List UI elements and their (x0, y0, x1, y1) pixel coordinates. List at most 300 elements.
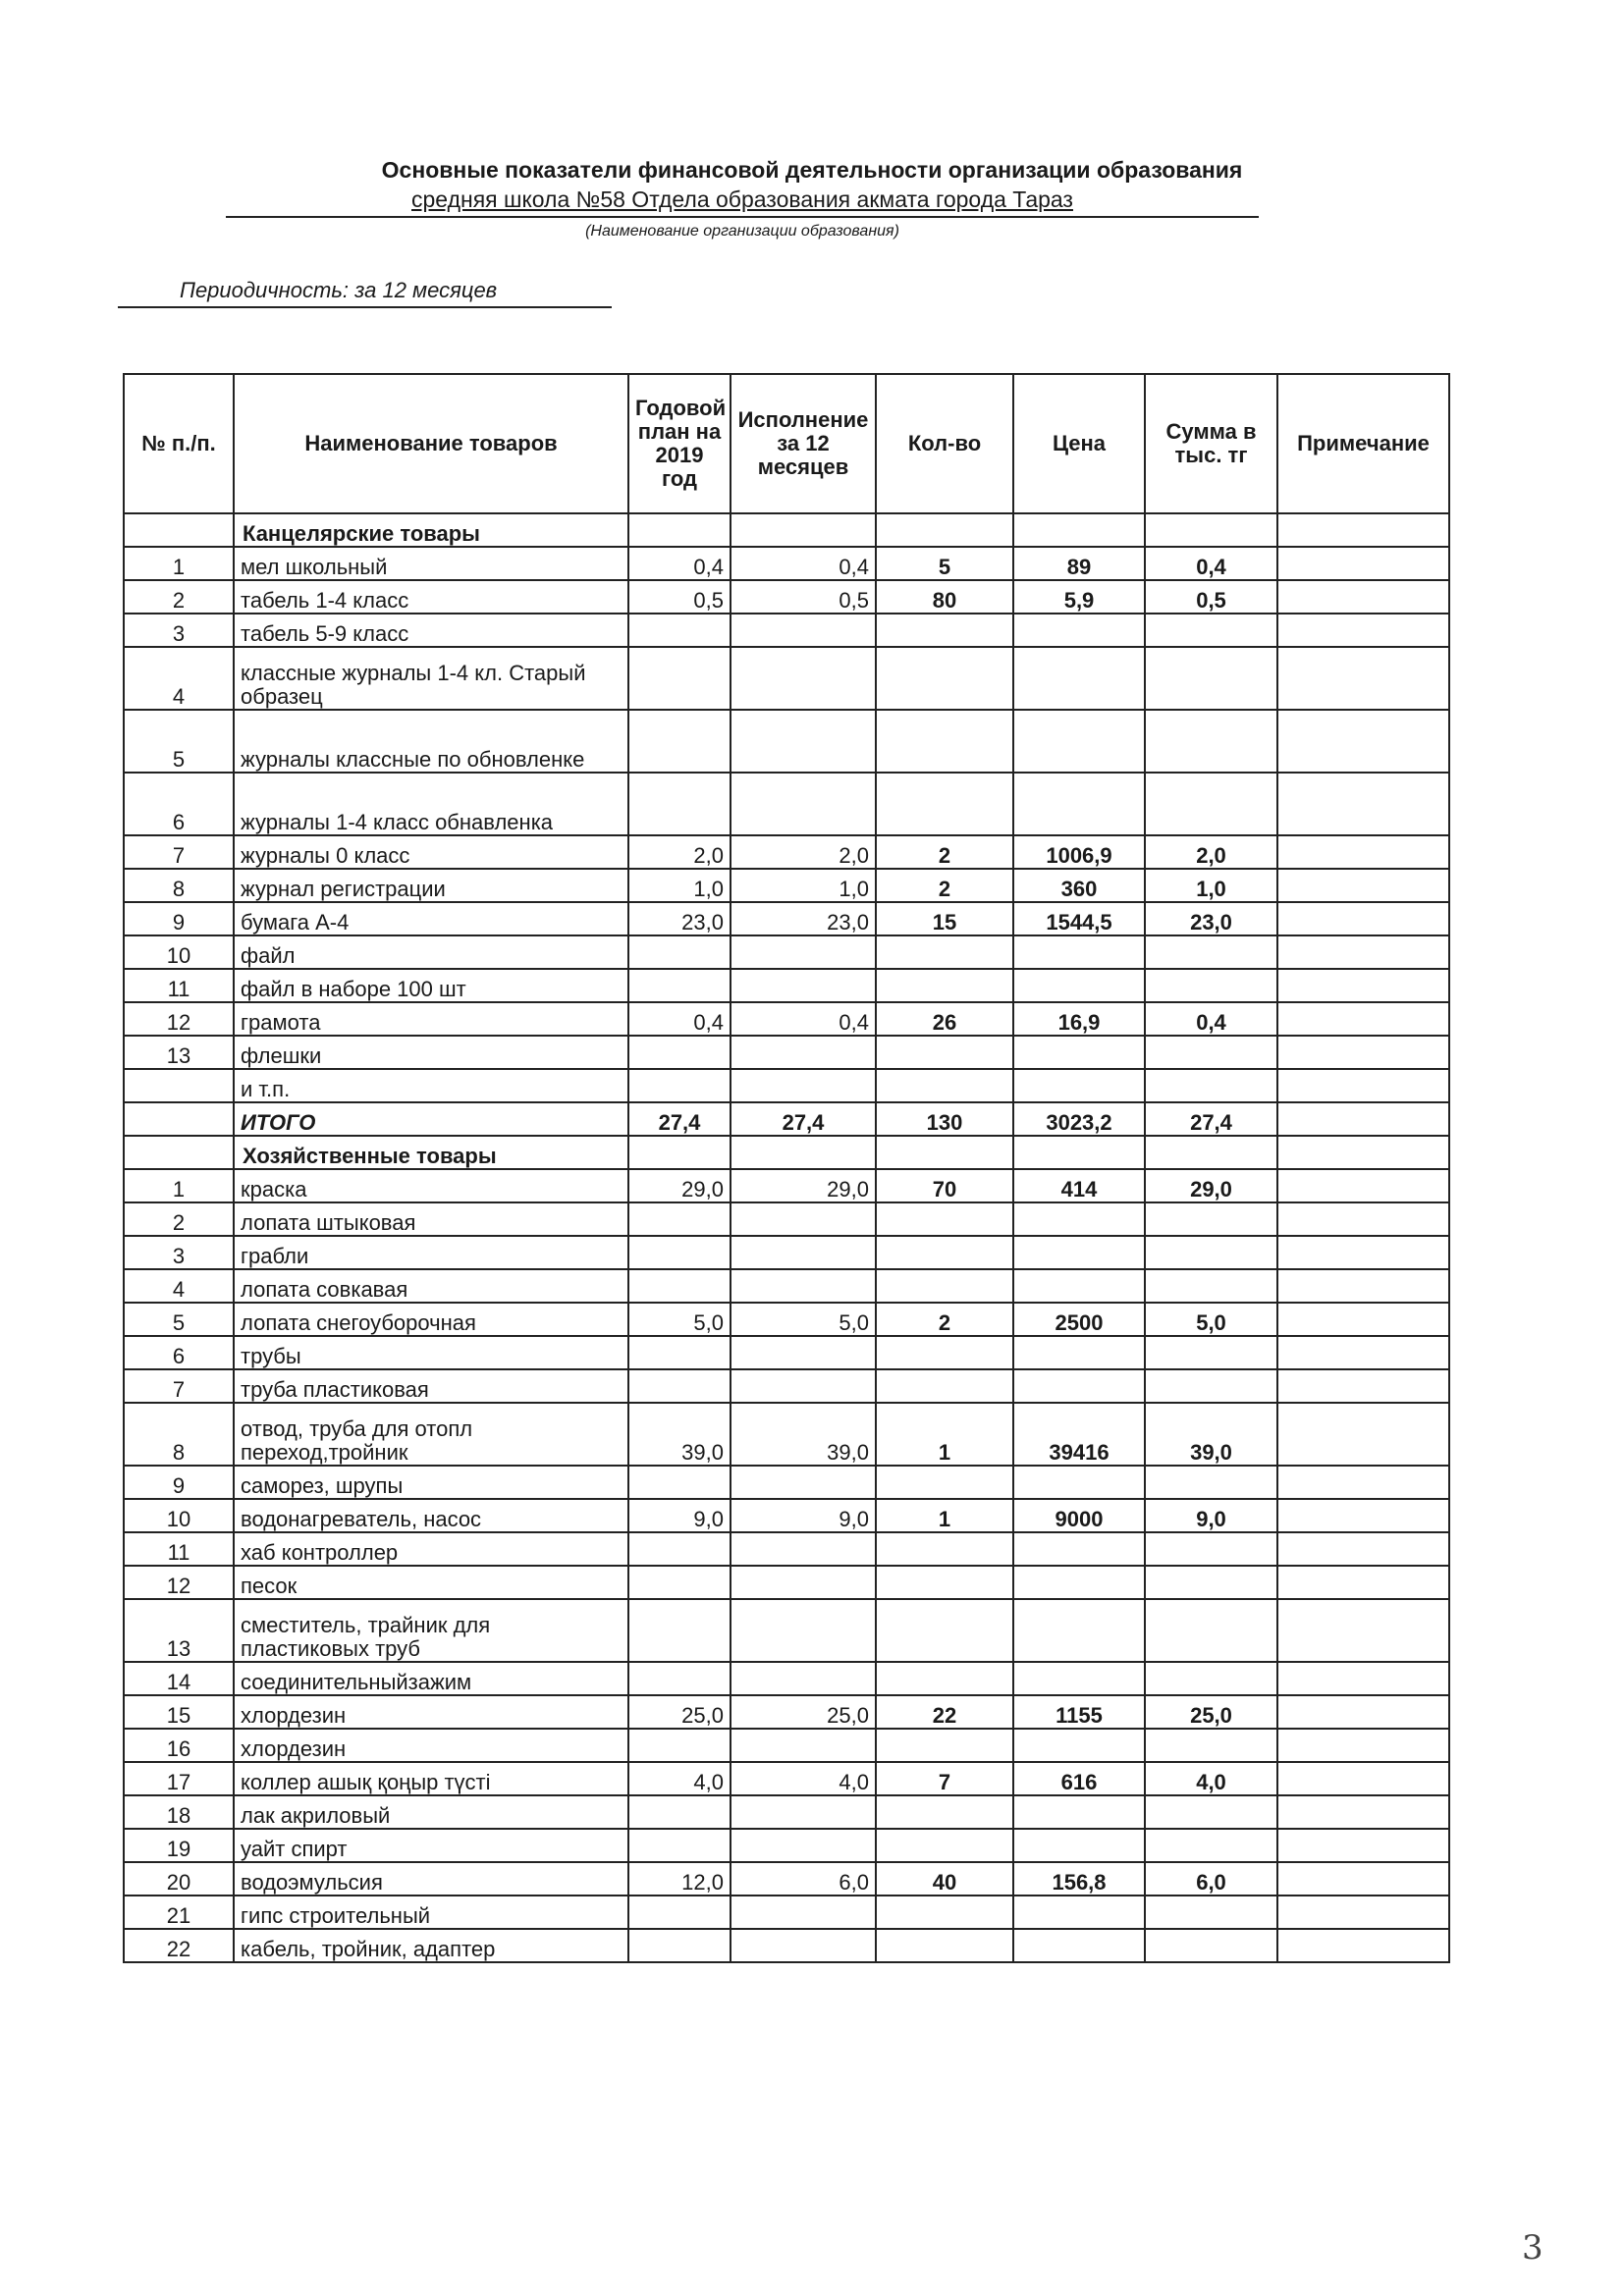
item-name: бумага А-4 (234, 902, 628, 935)
note-cell (1277, 547, 1449, 580)
item-name: трубы (234, 1336, 628, 1369)
section-title: Хозяйственные товары (234, 1136, 628, 1169)
note-cell (1277, 773, 1449, 835)
table-row (124, 869, 1449, 902)
item-name: труба пластиковая (234, 1369, 628, 1403)
item-name: лопата снегоуборочная (234, 1303, 628, 1336)
row-number: 4 (124, 647, 234, 710)
quantity-value: 22 (876, 1695, 1013, 1729)
sum-value: 25,0 (1145, 1695, 1277, 1729)
sum-value: 9,0 (1145, 1499, 1277, 1532)
item-name: коллер ашық қоңыр түсті (234, 1762, 628, 1795)
quantity-value: 1 (876, 1403, 1013, 1466)
execution-value (731, 710, 876, 773)
empty-cell (1145, 513, 1277, 547)
empty-cell (628, 1136, 731, 1169)
quantity-value: 2 (876, 835, 1013, 869)
empty-cell (731, 1136, 876, 1169)
col-header-execution: Исполнение за 12 месяцев (731, 374, 876, 513)
price-value (1013, 1896, 1145, 1929)
quantity-value (876, 1829, 1013, 1862)
execution-value (731, 1236, 876, 1269)
quantity-value: 7 (876, 1762, 1013, 1795)
row-number (124, 1136, 234, 1169)
plan-value (628, 773, 731, 835)
row-number: 5 (124, 710, 234, 773)
table-row (124, 614, 1449, 647)
table-row (124, 1566, 1449, 1599)
row-number: 18 (124, 1795, 234, 1829)
col-header-number: № п./п. (124, 374, 234, 513)
price-value: 156,8 (1013, 1862, 1145, 1896)
execution-value: 29,0 (731, 1169, 876, 1202)
price-value: 1544,5 (1013, 902, 1145, 935)
quantity-value (876, 1036, 1013, 1069)
total-exec: 27,4 (731, 1102, 876, 1136)
execution-value: 39,0 (731, 1403, 876, 1466)
sum-value: 0,4 (1145, 1002, 1277, 1036)
execution-value (731, 969, 876, 1002)
price-value (1013, 710, 1145, 773)
plan-value: 12,0 (628, 1862, 731, 1896)
note-cell (1277, 835, 1449, 869)
price-value: 9000 (1013, 1499, 1145, 1532)
col-header-note: Примечание (1277, 374, 1449, 513)
note-cell (1277, 869, 1449, 902)
table-row (124, 1929, 1449, 1962)
execution-value: 5,0 (731, 1303, 876, 1336)
execution-value: 6,0 (731, 1862, 876, 1896)
col-header-price: Цена (1013, 374, 1145, 513)
sum-value (1145, 1202, 1277, 1236)
row-number: 6 (124, 773, 234, 835)
price-value (1013, 1662, 1145, 1695)
row-number: 2 (124, 580, 234, 614)
quantity-value (876, 969, 1013, 1002)
execution-value (731, 1069, 876, 1102)
quantity-value (876, 647, 1013, 710)
row-number: 3 (124, 1236, 234, 1269)
note-cell (1277, 647, 1449, 710)
item-name: хаб контроллер (234, 1532, 628, 1566)
note-cell (1277, 1202, 1449, 1236)
quantity-value: 26 (876, 1002, 1013, 1036)
item-name: грамота (234, 1002, 628, 1036)
plan-value (628, 1236, 731, 1269)
table-row (124, 1862, 1449, 1896)
total-row (124, 1102, 1449, 1136)
price-value (1013, 1202, 1145, 1236)
table-row (124, 935, 1449, 969)
row-number: 13 (124, 1036, 234, 1069)
item-name: мел школьный (234, 547, 628, 580)
price-value (1013, 1566, 1145, 1599)
plan-value (628, 1896, 731, 1929)
item-name: песок (234, 1566, 628, 1599)
execution-value (731, 1896, 876, 1929)
item-name: журналы классные по обновленке (234, 710, 628, 773)
note-cell (1277, 1369, 1449, 1403)
col-header-plan: Годовой план на 2019 год (628, 374, 731, 513)
quantity-value (876, 1369, 1013, 1403)
total-qty: 130 (876, 1102, 1013, 1136)
row-number: 9 (124, 902, 234, 935)
table-row (124, 1036, 1449, 1069)
note-cell (1277, 1729, 1449, 1762)
quantity-value: 5 (876, 547, 1013, 580)
execution-value: 23,0 (731, 902, 876, 935)
quantity-value (876, 1336, 1013, 1369)
price-value (1013, 1466, 1145, 1499)
row-number: 10 (124, 1499, 234, 1532)
empty-cell (731, 513, 876, 547)
table-row (124, 1762, 1449, 1795)
sum-value: 6,0 (1145, 1862, 1277, 1896)
item-name: файл (234, 935, 628, 969)
note-cell (1277, 1169, 1449, 1202)
plan-value (628, 1599, 731, 1662)
note-cell (1277, 1466, 1449, 1499)
table-row (124, 1532, 1449, 1566)
quantity-value (876, 1929, 1013, 1962)
table-row (124, 1466, 1449, 1499)
price-value (1013, 1829, 1145, 1862)
period-label: Периодичность: за 12 месяцев (180, 278, 498, 302)
plan-value: 23,0 (628, 902, 731, 935)
sum-value: 2,0 (1145, 835, 1277, 869)
plan-value (628, 1662, 731, 1695)
table-row (124, 1269, 1449, 1303)
col-header-sum: Сумма в тыс. тг (1145, 374, 1277, 513)
plan-value: 0,4 (628, 547, 731, 580)
document-title: Основные показатели финансовой деятельности организации образования (381, 157, 1243, 183)
sum-value (1145, 1036, 1277, 1069)
table-row (124, 1599, 1449, 1662)
price-value: 5,9 (1013, 580, 1145, 614)
plan-value (628, 614, 731, 647)
sum-value (1145, 1069, 1277, 1102)
table-row (124, 580, 1449, 614)
table-header-row (124, 374, 1449, 513)
note-cell (1277, 1069, 1449, 1102)
plan-value: 0,4 (628, 1002, 731, 1036)
execution-value (731, 614, 876, 647)
plan-value (628, 1729, 731, 1762)
item-name: лопата штыковая (234, 1202, 628, 1236)
execution-value (731, 1662, 876, 1695)
sum-value (1145, 1829, 1277, 1862)
row-number: 9 (124, 1466, 234, 1499)
table-row (124, 1896, 1449, 1929)
price-value (1013, 1369, 1145, 1403)
row-number: 5 (124, 1303, 234, 1336)
price-value (1013, 614, 1145, 647)
plan-value: 5,0 (628, 1303, 731, 1336)
table-row (124, 1369, 1449, 1403)
price-value (1013, 1729, 1145, 1762)
quantity-value (876, 1532, 1013, 1566)
table-row (124, 1662, 1449, 1695)
sum-value (1145, 1662, 1277, 1695)
note-cell (1277, 1662, 1449, 1695)
note-cell (1277, 1102, 1449, 1136)
price-value (1013, 969, 1145, 1002)
empty-cell (1145, 1136, 1277, 1169)
table-row (124, 1303, 1449, 1336)
plan-value (628, 1269, 731, 1303)
table-row (124, 1729, 1449, 1762)
organization-underline (226, 216, 1259, 218)
row-number: 8 (124, 869, 234, 902)
empty-cell (1277, 513, 1449, 547)
sum-value: 1,0 (1145, 869, 1277, 902)
quantity-value: 70 (876, 1169, 1013, 1202)
table-row (124, 773, 1449, 835)
plan-value (628, 1336, 731, 1369)
period-underline (118, 306, 612, 308)
plan-value (628, 1566, 731, 1599)
empty-cell (1277, 1136, 1449, 1169)
organization-name: средняя школа №58 Отдела образования акмата города Тараз (411, 187, 1073, 212)
quantity-value (876, 1236, 1013, 1269)
table-row (124, 1069, 1449, 1102)
row-number: 12 (124, 1002, 234, 1036)
plan-value: 25,0 (628, 1695, 731, 1729)
quantity-value (876, 1662, 1013, 1695)
price-value: 39416 (1013, 1403, 1145, 1466)
row-number: 22 (124, 1929, 234, 1962)
plan-value (628, 1036, 731, 1069)
row-number: 11 (124, 969, 234, 1002)
page-mark: 3 (1522, 2228, 1543, 2268)
total-price: 3023,2 (1013, 1102, 1145, 1136)
note-cell (1277, 1532, 1449, 1566)
organization-caption: (Наименование организации образования) (585, 223, 899, 240)
sum-value (1145, 1795, 1277, 1829)
item-name: журнал регистрации (234, 869, 628, 902)
row-number (124, 1069, 234, 1102)
note-cell (1277, 1566, 1449, 1599)
price-value (1013, 1336, 1145, 1369)
section-title: Канцелярские товары (234, 513, 628, 547)
row-number: 1 (124, 547, 234, 580)
sum-value (1145, 773, 1277, 835)
quantity-value (876, 1466, 1013, 1499)
plan-value: 4,0 (628, 1762, 731, 1795)
total-sum: 27,4 (1145, 1102, 1277, 1136)
note-cell (1277, 1002, 1449, 1036)
sum-value: 39,0 (1145, 1403, 1277, 1466)
table-row (124, 647, 1449, 710)
item-name: уайт спирт (234, 1829, 628, 1862)
row-number: 12 (124, 1566, 234, 1599)
row-number: 14 (124, 1662, 234, 1695)
price-value: 89 (1013, 547, 1145, 580)
row-number: 19 (124, 1829, 234, 1862)
row-number: 7 (124, 1369, 234, 1403)
execution-value: 25,0 (731, 1695, 876, 1729)
quantity-value: 40 (876, 1862, 1013, 1896)
execution-value (731, 1929, 876, 1962)
table-row (124, 1336, 1449, 1369)
sum-value (1145, 1336, 1277, 1369)
item-name: водоэмульсия (234, 1862, 628, 1896)
execution-value (731, 1369, 876, 1403)
item-name: табель 1-4 класс (234, 580, 628, 614)
plan-value: 9,0 (628, 1499, 731, 1532)
total-label: ИТОГО (234, 1102, 628, 1136)
row-number: 21 (124, 1896, 234, 1929)
table-row (124, 1695, 1449, 1729)
empty-cell (876, 513, 1013, 547)
section-row (124, 513, 1449, 547)
note-cell (1277, 710, 1449, 773)
item-name: сместитель, трайник для пластиковых труб (234, 1599, 628, 1662)
table-row (124, 1795, 1449, 1829)
sum-value (1145, 1269, 1277, 1303)
note-cell (1277, 1695, 1449, 1729)
table-row (124, 547, 1449, 580)
table-row (124, 1002, 1449, 1036)
sum-value (1145, 1599, 1277, 1662)
execution-value (731, 647, 876, 710)
item-name: лопата совкавая (234, 1269, 628, 1303)
table-row (124, 1236, 1449, 1269)
table-row (124, 969, 1449, 1002)
plan-value (628, 710, 731, 773)
price-value (1013, 647, 1145, 710)
row-number: 8 (124, 1403, 234, 1466)
execution-value (731, 773, 876, 835)
price-value (1013, 1599, 1145, 1662)
quantity-value (876, 614, 1013, 647)
price-value (1013, 1236, 1145, 1269)
empty-cell (876, 1136, 1013, 1169)
execution-value (731, 1036, 876, 1069)
sum-value (1145, 1236, 1277, 1269)
row-number: 11 (124, 1532, 234, 1566)
execution-value: 4,0 (731, 1762, 876, 1795)
item-name: хлордезин (234, 1729, 628, 1762)
note-cell (1277, 580, 1449, 614)
quantity-value (876, 1069, 1013, 1102)
price-value (1013, 1532, 1145, 1566)
note-cell (1277, 1303, 1449, 1336)
note-cell (1277, 1236, 1449, 1269)
section-row (124, 1136, 1449, 1169)
quantity-value (876, 773, 1013, 835)
quantity-value: 2 (876, 1303, 1013, 1336)
execution-value: 1,0 (731, 869, 876, 902)
table-row (124, 1829, 1449, 1862)
sum-value (1145, 1929, 1277, 1962)
item-name: соединительныйзажим (234, 1662, 628, 1695)
note-cell (1277, 1403, 1449, 1466)
item-name: кабель, тройник, адаптер (234, 1929, 628, 1962)
plan-value (628, 1795, 731, 1829)
row-number (124, 513, 234, 547)
execution-value (731, 1795, 876, 1829)
quantity-value: 2 (876, 869, 1013, 902)
price-value: 1006,9 (1013, 835, 1145, 869)
col-header-quantity: Кол-во (876, 374, 1013, 513)
row-number: 16 (124, 1729, 234, 1762)
row-number: 17 (124, 1762, 234, 1795)
sum-value (1145, 1532, 1277, 1566)
quantity-value (876, 1269, 1013, 1303)
price-value (1013, 1036, 1145, 1069)
plan-value (628, 1369, 731, 1403)
sum-value: 0,5 (1145, 580, 1277, 614)
row-number: 13 (124, 1599, 234, 1662)
note-cell (1277, 969, 1449, 1002)
note-cell (1277, 1269, 1449, 1303)
note-cell (1277, 1795, 1449, 1829)
row-number: 6 (124, 1336, 234, 1369)
empty-cell (1013, 513, 1145, 547)
execution-value (731, 1466, 876, 1499)
execution-value: 0,4 (731, 1002, 876, 1036)
item-name: файл в наборе 100 шт (234, 969, 628, 1002)
row-number: 7 (124, 835, 234, 869)
row-number: 3 (124, 614, 234, 647)
item-name: хлордезин (234, 1695, 628, 1729)
execution-value (731, 935, 876, 969)
item-name: журналы 1-4 класс обнавленка (234, 773, 628, 835)
price-value: 2500 (1013, 1303, 1145, 1336)
quantity-value: 80 (876, 580, 1013, 614)
item-name: и т.п. (234, 1069, 628, 1102)
price-value (1013, 1269, 1145, 1303)
sum-value (1145, 1566, 1277, 1599)
price-value (1013, 935, 1145, 969)
note-cell (1277, 1599, 1449, 1662)
note-cell (1277, 1929, 1449, 1962)
quantity-value (876, 1896, 1013, 1929)
price-value: 16,9 (1013, 1002, 1145, 1036)
item-name: флешки (234, 1036, 628, 1069)
plan-value: 2,0 (628, 835, 731, 869)
plan-value: 1,0 (628, 869, 731, 902)
quantity-value (876, 935, 1013, 969)
table-body (124, 513, 1449, 1962)
plan-value (628, 647, 731, 710)
price-value (1013, 1069, 1145, 1102)
sum-value: 29,0 (1145, 1169, 1277, 1202)
empty-cell (1013, 1136, 1145, 1169)
note-cell (1277, 1829, 1449, 1862)
sum-value: 23,0 (1145, 902, 1277, 935)
plan-value (628, 1202, 731, 1236)
price-value (1013, 773, 1145, 835)
plan-value (628, 1929, 731, 1962)
row-number: 20 (124, 1862, 234, 1896)
plan-value (628, 1829, 731, 1862)
note-cell (1277, 935, 1449, 969)
execution-value (731, 1532, 876, 1566)
execution-value: 2,0 (731, 835, 876, 869)
sum-value (1145, 935, 1277, 969)
plan-value (628, 1532, 731, 1566)
table-row (124, 1169, 1449, 1202)
quantity-value (876, 1795, 1013, 1829)
item-name: гипс строительный (234, 1896, 628, 1929)
quantity-value (876, 1729, 1013, 1762)
execution-value (731, 1202, 876, 1236)
quantity-value: 15 (876, 902, 1013, 935)
price-value (1013, 1795, 1145, 1829)
table-row (124, 902, 1449, 935)
